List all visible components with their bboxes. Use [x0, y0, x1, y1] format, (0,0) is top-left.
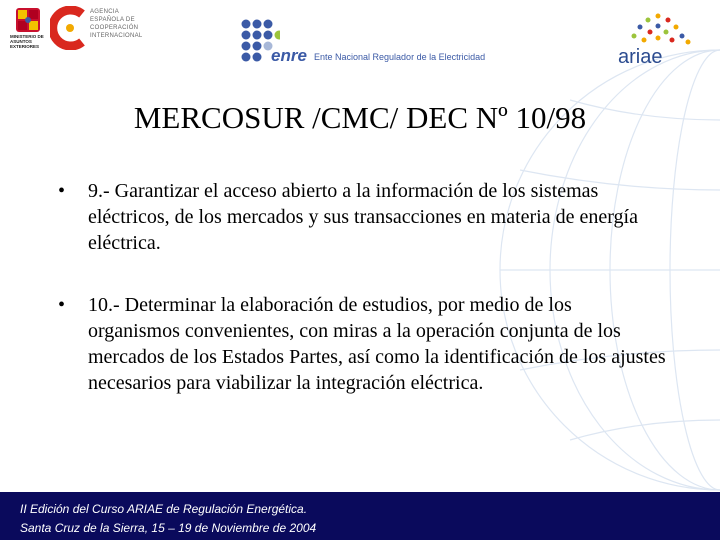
- bullet-icon: •: [58, 180, 66, 202]
- bullet-list: [58, 178, 668, 432]
- ministry-label: MINISTERIO DE ASUNTOS EXTERIORES: [10, 34, 44, 49]
- enre-logo: [240, 18, 490, 66]
- aecid-label: AGENCIA ESPAÑOLA DE COOPERACIÓN INTERNACIONAL: [90, 9, 143, 39]
- footer-bar: [0, 492, 720, 540]
- footer-location-date: Santa Cruz de la Sierra, 15 – 19 de Noviembre de 2004: [20, 521, 317, 535]
- enre-subtitle: Ente Nacional Regulador de la Electricidad: [314, 52, 486, 62]
- enre-wordmark: enre: [271, 46, 307, 65]
- list-item: [58, 178, 668, 256]
- ariae-wordmark: ariae: [618, 46, 663, 68]
- coat-of-arms-icon: [12, 6, 44, 34]
- list-item: [58, 292, 668, 396]
- aecid-c-icon: [50, 6, 88, 50]
- ministry-logo: [10, 6, 48, 52]
- bullet-icon: •: [58, 294, 66, 316]
- bullet-text: 9.- Garantizar el acceso abierto a la información de los sistemas eléctricos, de los mercados y sus transacciones en materia de energía eléctrica.: [88, 180, 638, 254]
- bullet-text: 10.- Determinar la elaboración de estudios, por medio de los organismos convenientes, con miras a la operación conjunta de los mercados de los Estados Partes, así como la identificación de los ajustes necesarios para viabilizar la integración eléctrica.: [88, 294, 666, 394]
- footer-course-name: II Edición del Curso ARIAE de Regulación Energética.: [20, 502, 308, 516]
- ariae-dots-icon: [618, 12, 698, 48]
- slide-title: MERCOSUR /CMC/ DEC Nº 10/98: [133, 100, 587, 135]
- ariae-logo: [610, 12, 710, 68]
- aecid-logo: [50, 6, 160, 52]
